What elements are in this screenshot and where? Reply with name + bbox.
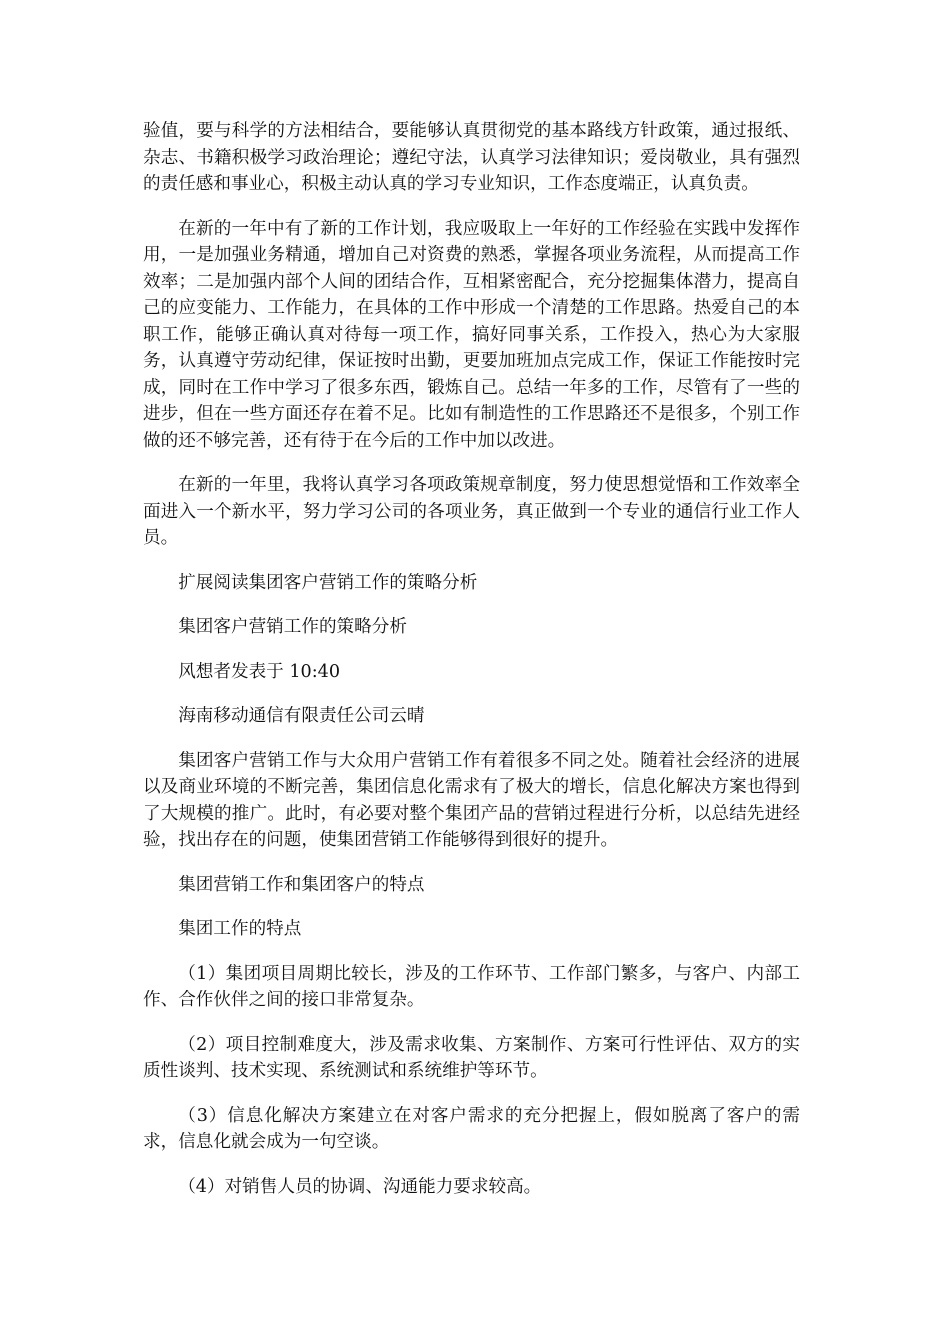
paragraph-intro: 集团客户营销工作与大众用户营销工作有着很多不同之处。随着社会经济的进展以及商业环境的不断完善，集团信息化需求有了极大的增长，信息化解决方案也得到了大规模的推广。此时，有必要对整个集团产品的营销过程进行分析，以总结先进经验，找出存在的问题，使集团营销工作能够得到很好的提升。 [143, 750, 800, 850]
article-author: 海南移动通信有限责任公司云晴 [178, 706, 425, 726]
article-byline: 风想者发表于 10:40 [178, 661, 341, 682]
paragraph-new-year: 在新的一年里，我将认真学习各项政策规章制度，努力使思想觉悟和工作效率全面进入一个新水平，努力学习公司的各项业务，真正做到一个专业的通信行业工作人员。 [143, 475, 800, 548]
list-item: （2）项目控制难度大，涉及需求收集、方案制作、方案可行性评估、双方的实质性谈判、技术实现、系统测试和系统维护等环节。 [143, 1034, 800, 1081]
paragraph-work-plan: 在新的一年中有了新的工作计划，我应吸取上一年好的工作经验在实践中发挥作用，一是加强业务精通，增加自己对资费的熟悉，掌握各项业务流程，从而提高工作效率；二是加强内部个人间的团结合作，互相紧密配合，充分挖掘集体潜力，提高自己的应变能力、工作能力，在具体的工作中形成一个清楚的工作思路。热爱自己的本职工作，能够正确认真对待每一项工作，搞好同事关系，工作投入，热心为大家服务，认真遵守劳动纪律，保证按时出勤，更要加班加点完成工作，保证工作能按时完成，同时在工作中学习了很多东西，锻炼自己。总结一年多的工作，尽管有了一些的进步，但在一些方面还存在着不足。比如有制造性的工作思路还不是很多，个别工作做的还不够完善，还有待于在今后的工作中加以改进。 [143, 218, 800, 451]
article-title: 集团客户营销工作的策略分析 [178, 617, 407, 637]
paragraph-continuation: 验值，要与科学的方法相结合，要能够认真贯彻党的基本路线方针政策，通过报纸、杂志、书籍积极学习政治理论；遵纪守法，认真学习法律知识；爱岗敬业，具有强烈的责任感和事业心，积极主动认真的学习专业知识，工作态度端正，认真负责。 [143, 121, 800, 194]
section-heading: 集团营销工作和集团客户的特点 [178, 874, 425, 895]
list-item: （3）信息化解决方案建立在对客户需求的充分把握上，假如脱离了客户的需求，信息化就会成为一句空谈。 [143, 1105, 800, 1152]
extended-reading-heading: 扩展阅读集团客户营销工作的策略分析 [178, 572, 478, 593]
list-item: （4）对销售人员的协调、沟通能力要求较高。 [178, 1176, 542, 1197]
subsection-heading: 集团工作的特点 [178, 919, 302, 939]
document-page [143, 118, 800, 1218]
list-item: （1）集团项目周期比较长，涉及的工作环节、工作部门繁多，与客户、内部工作、合作伙伴之间的接口非常复杂。 [143, 963, 800, 1010]
